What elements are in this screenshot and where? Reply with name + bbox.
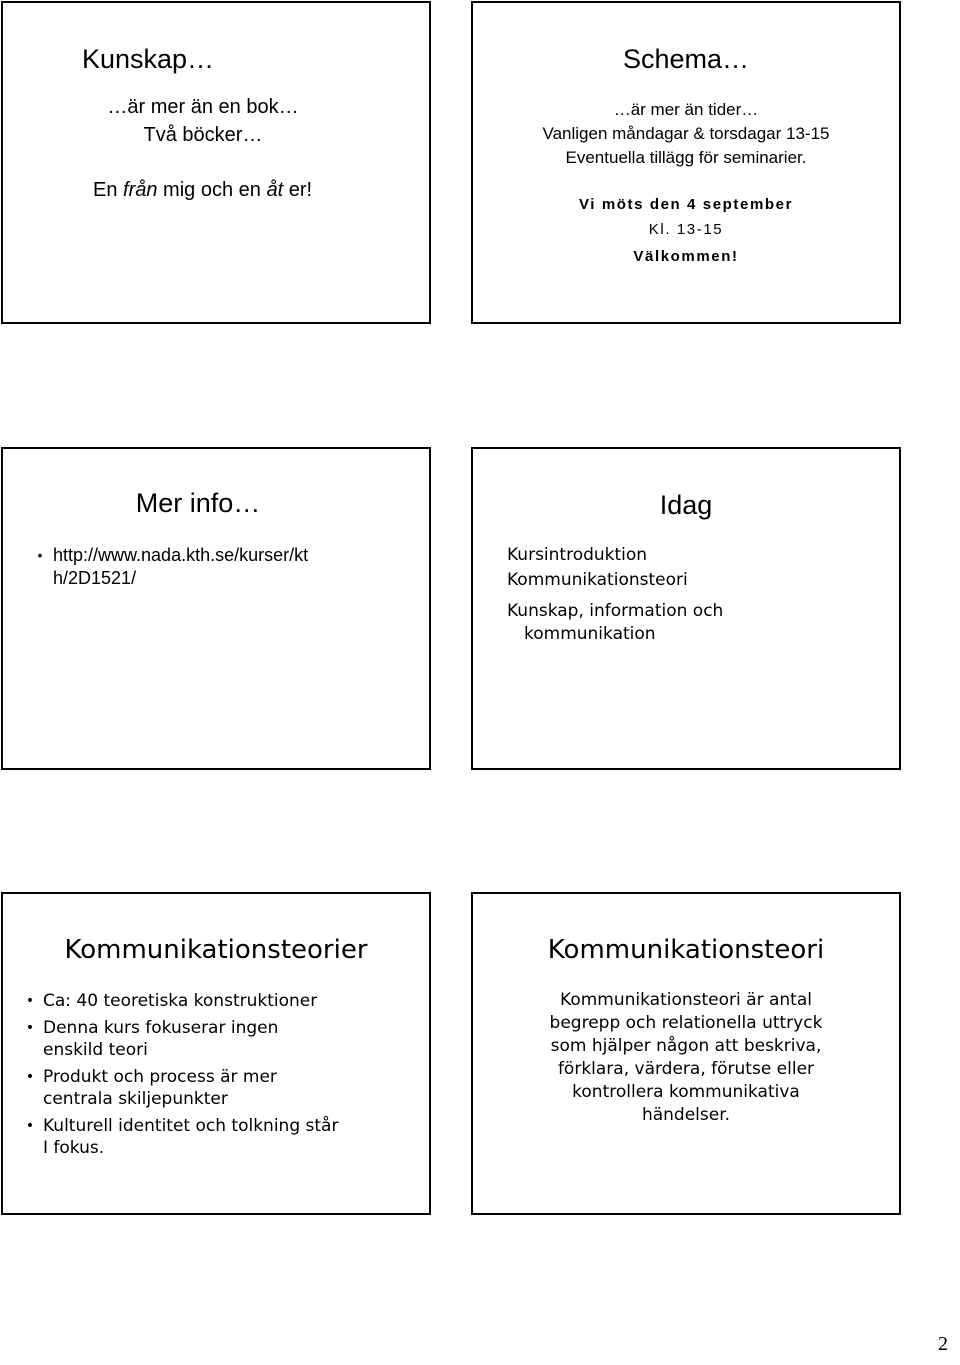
- list-item-text: Produkt och process är mer: [43, 1067, 277, 1087]
- text-fragment: mig och en: [157, 179, 267, 201]
- list-item-text: Denna kurs fokuserar ingen: [43, 1018, 279, 1038]
- slide-kunskap: [1, 1, 431, 324]
- slide-text-line: som hjälper någon att beskriva,: [550, 1036, 822, 1056]
- slide-text-line: händelser.: [641, 1105, 731, 1125]
- italic-text: från: [123, 179, 158, 201]
- slide-text-line: förklara, värdera, förutse eller: [557, 1059, 815, 1079]
- list-item: [23, 1017, 423, 1061]
- bullet-icon: •: [25, 1118, 35, 1134]
- slide-text-line: kontrollera kommunikativa: [572, 1082, 800, 1102]
- bullet-icon: •: [25, 1069, 35, 1085]
- bullet-icon: •: [25, 993, 35, 1009]
- slide-text-block: [507, 600, 867, 646]
- page-number: 2: [938, 1333, 948, 1355]
- slide-text-line: Kunskap, information och: [507, 601, 724, 621]
- slide-text-line: Kommunikationsteori: [507, 570, 688, 590]
- slide-kommunikationsteorier: [1, 892, 431, 1215]
- slide-text-line: Kommunikationsteori är antal: [560, 990, 812, 1010]
- link-text[interactable]: http://www.nada.kth.se/kurser/kt: [53, 545, 309, 565]
- list-item-text: centrala skiljepunkter: [43, 1089, 228, 1109]
- slide-title: Idag: [659, 490, 713, 520]
- slide-text-line: kommunikation: [524, 624, 656, 644]
- list-item-text: I fokus.: [43, 1138, 105, 1158]
- list-item: [33, 544, 413, 590]
- welcome-text: Välkommen!: [633, 248, 739, 265]
- slide-title: Kommunikationsteori: [547, 935, 825, 965]
- slide-idag: [471, 447, 901, 770]
- list-item-text: Kulturell identitet och tolkning står: [43, 1116, 339, 1136]
- list-item: [23, 990, 423, 1012]
- slide-title: Mer info…: [135, 488, 261, 518]
- slide-kommunikationsteori: [471, 892, 901, 1215]
- list-item-text: enskild teori: [43, 1040, 148, 1060]
- slide-text-block: [473, 989, 899, 1127]
- list-item: [23, 1066, 423, 1110]
- meeting-time: Kl. 13-15: [648, 221, 724, 238]
- slide-title: Schema…: [622, 44, 750, 74]
- list-item: [23, 1115, 423, 1159]
- slide-text-line: Kursintroduktion: [507, 545, 648, 565]
- italic-text: åt: [266, 179, 284, 201]
- text-fragment: En: [93, 179, 124, 201]
- slide-text-line: …är mer än tider…: [613, 100, 759, 119]
- bullet-list: [33, 544, 413, 590]
- slide-text-block: [473, 98, 899, 170]
- slide-text-line: Eventuella tillägg för seminarier.: [565, 148, 807, 167]
- bullet-icon: •: [25, 1020, 35, 1036]
- list-item-text: Ca: 40 teoretiska konstruktioner: [43, 991, 318, 1011]
- text-fragment: er!: [283, 179, 313, 201]
- slide-text-line: Vanligen måndagar & torsdagar 13-15: [542, 124, 830, 143]
- bullet-list: [23, 990, 423, 1164]
- bullet-icon: •: [37, 547, 43, 563]
- slide-text-line: Två böcker…: [143, 124, 263, 146]
- slide-text-line: …är mer än en bok…: [107, 96, 299, 118]
- slide-title: Kommunikationsteorier: [64, 935, 368, 965]
- slide-schema: [471, 1, 901, 324]
- link-text[interactable]: h/2D1521/: [53, 568, 137, 588]
- slide-text-line: begrepp och relationella uttryck: [549, 1013, 823, 1033]
- slide-title: Kunskap…: [81, 44, 215, 74]
- meeting-date: Vi möts den 4 september: [578, 196, 794, 213]
- slide-text-line: [93, 179, 353, 202]
- slide-mer-info: [1, 447, 431, 770]
